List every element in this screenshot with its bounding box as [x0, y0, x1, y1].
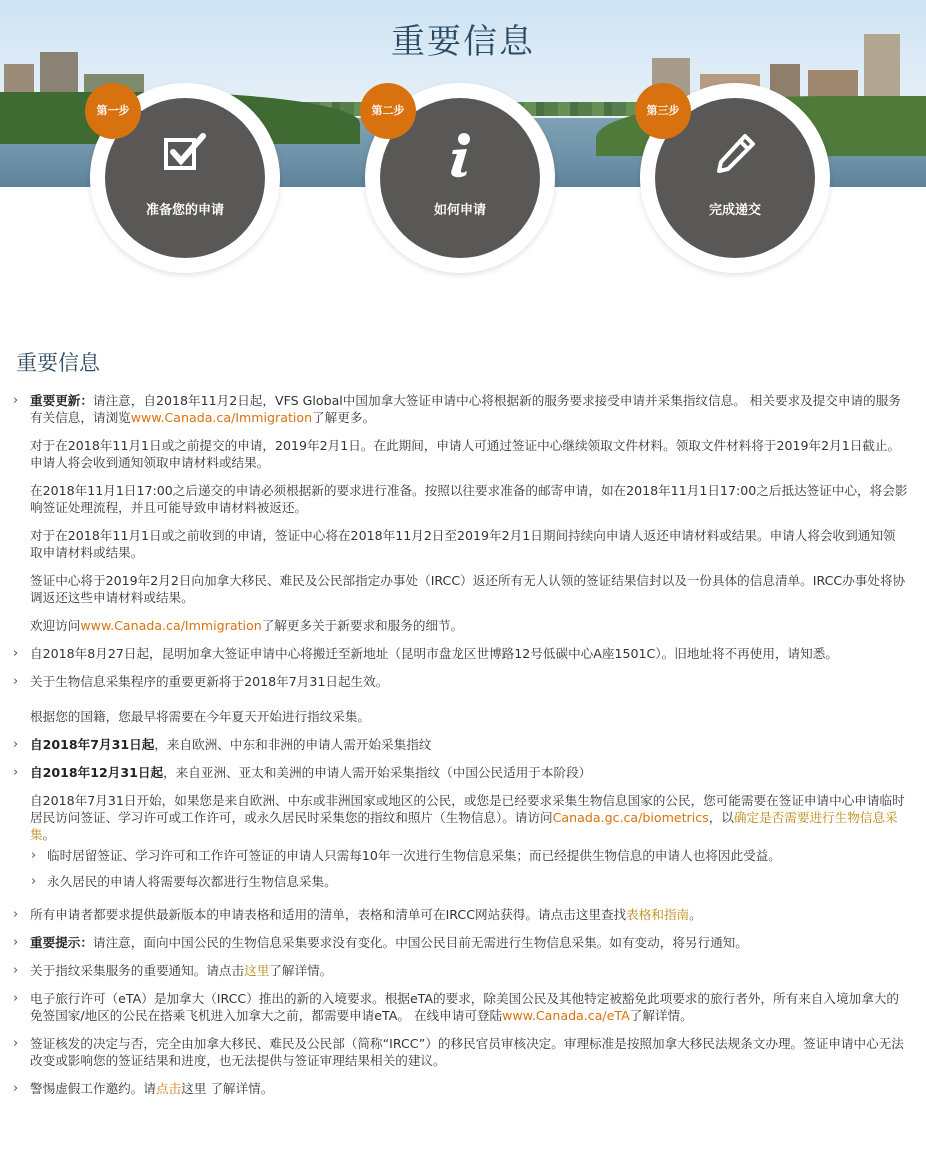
list-item: › 自2018年8月27日起，昆明加拿大签证申请中心将搬迁至新地址（昆明市盘龙区世博路12号低碳中心A座1501C）。旧地址将不再使用，请知悉。	[13, 646, 838, 661]
list-item: › 关于指纹采集服务的重要通知。请点击这里了解详情。	[13, 963, 333, 978]
step-prepare[interactable]	[90, 83, 280, 273]
step-label: 如何申请	[433, 203, 486, 218]
chevron-right-icon: ›	[31, 874, 37, 889]
paragraph: 根据您的国籍，您最早将需要在今年夏天开始进行指纹采集。	[30, 709, 371, 724]
list-item: › 所有申请者都要求提供最新版本的申请表格和适用的清单，表格和清单可在IRCC网站获得。请点击这里查找表格和指南。	[13, 907, 702, 922]
chevron-right-icon: ›	[13, 765, 19, 780]
immigration-link[interactable]: www.Canada.ca/Immigration	[130, 410, 313, 425]
paragraph: 欢迎访问www.Canada.ca/Immigration了解更多关于新要求和服务的细节。	[30, 618, 464, 633]
paragraph: 对于在2018年11月1日或之前提交的申请，2019年2月1日。在此期间，申请人可通过签证中心继续领取文件材料。领取文件材料将于2019年2月1日截止。 申请人将会收到通知领取申请材料或结果。	[30, 438, 901, 470]
list-item: › 自2018年12月31日起，来自亚洲、亚太和美洲的申请人需开始采集指纹（中国公民适用于本阶段）	[13, 765, 592, 780]
hero-banner	[0, 0, 926, 300]
paragraph: 签证中心将于2019年2月2日向加拿大移民、难民及公民部指定办事处（IRCC）返还所有无人认领的签证结果信封以及一份具体的信息清单。IRCC办事处将协调返还这些申请材料或结果。	[30, 573, 906, 605]
chevron-right-icon: ›	[13, 737, 19, 752]
chevron-right-icon: ›	[13, 393, 19, 408]
chevron-right-icon: ›	[13, 1081, 19, 1096]
chevron-right-icon: ›	[13, 963, 19, 978]
eta-link[interactable]: www.Canada.ca/eTA	[502, 1008, 630, 1023]
list-item: › 电子旅行许可（eTA）是加拿大（IRCC）推出的新的入境要求。根据eTA的要求，除美国公民及其他特定被豁免此项要求的旅行者外，所有来自入境加拿大的免签国家/地区的公民在搭乘飞机进入加拿大之前，都需要申请eTA。 在线申请可登陆www.Canada.ca/eTA了解详情。	[13, 991, 899, 1023]
immigration-link[interactable]: www.Canada.ca/Immigration	[80, 618, 262, 633]
chevron-right-icon: ›	[13, 991, 19, 1006]
step-badge: 第二步	[360, 83, 416, 139]
pencil-icon	[655, 132, 815, 180]
step-badge: 第一步	[85, 83, 141, 139]
step-how-to-apply[interactable]	[365, 83, 555, 273]
chevron-right-icon: ›	[13, 646, 19, 661]
page-title: 重要信息	[391, 22, 535, 62]
biometrics-link[interactable]: Canada.gc.ca/biometrics	[552, 810, 709, 825]
fake-job-link[interactable]: 点击	[155, 1081, 182, 1096]
fingerprint-notice-link[interactable]: 这里	[244, 963, 270, 978]
list-item: › 重要更新：请注意，自2018年11月2日起，VFS Global中国加拿大签证申请中心将根据新的服务要求接受申请并采集指纹信息。 相关要求及提交申请的服务有关信息，请浏览www.Canada.ca/Immigration了解更多。	[13, 393, 901, 425]
step-label: 准备您的申请	[145, 203, 224, 218]
paragraph: 对于在2018年11月1日或之前收到的申请，签证中心将在2018年11月2日至2019年2月1日期间持续向申请人返还申请材料或结果。申请人将会收到通知领取申请材料或结果。	[30, 528, 896, 560]
checkbox-icon	[105, 132, 265, 176]
chevron-right-icon: ›	[13, 674, 19, 689]
list-item: › 自2018年7月31日起，来自欧洲、中东和非洲的申请人需开始采集指纹	[13, 737, 432, 752]
sub-list-item: › 临时居留签证、学习许可和工作许可签证的申请人只需每10年一次进行生物信息采集；而已经提供生物信息的申请人也将因此受益。	[31, 848, 781, 863]
paragraph: 在2018年11月1日17:00之后递交的申请必须根据新的要求进行准备。按照以往要求准备的邮寄申请，如在2018年11月1日17:00之后抵达签证中心，将会影响签证处理流程，并且可能导致申请材料被返还。	[30, 483, 908, 515]
section-title: 重要信息	[16, 351, 100, 375]
step-label: 完成递交	[708, 203, 761, 218]
chevron-right-icon: ›	[13, 935, 19, 950]
list-item: › 签证核发的决定与否，完全由加拿大移民、难民及公民部（简称“IRCC”）的移民官员审核决定。审理标准是按照加拿大移民法规条文办理。签证申请中心无法改变或影响您的签证结果和进度，也无法提供与签证审理结果相关的建议。	[13, 1036, 904, 1068]
step-badge: 第三步	[635, 83, 691, 139]
chevron-right-icon: ›	[31, 848, 37, 863]
step-submit[interactable]	[640, 83, 830, 273]
chevron-right-icon: ›	[13, 1036, 19, 1051]
biometrics-check-link[interactable]: 确定是否需要进行生物信息采集	[30, 810, 898, 842]
chevron-right-icon: ›	[13, 907, 19, 922]
list-item: › 关于生物信息采集程序的重要更新将于2018年7月31日起生效。	[13, 674, 389, 689]
forms-guides-link[interactable]: 表格和指南	[626, 907, 690, 922]
notice-list	[0, 392, 926, 1108]
list-item: › 警惕虚假工作邀约。请点击这里 了解详情。	[13, 1081, 274, 1096]
sub-list-item: › 永久居民的申请人将需要每次都进行生物信息采集。	[31, 874, 337, 889]
paragraph: 自2018年7月31日开始，如果您是来自欧洲、中东或非洲国家或地区的公民，或您是已经要求采集生物信息国家的公民，您可能需要在签证申请中心申请临时居民访问签证、学习许可或工作许可，或永久居民时采集您的指纹和照片（生物信息）。请访问Canada.gc.ca/biometrics，以确定是否需要进行生物信息采集。	[30, 793, 905, 842]
info-icon	[380, 132, 540, 182]
list-item: › 重要提示：请注意，面向中国公民的生物信息采集要求没有变化。中国公民目前无需进行生物信息采集。如有变动，将另行通知。	[13, 935, 748, 950]
